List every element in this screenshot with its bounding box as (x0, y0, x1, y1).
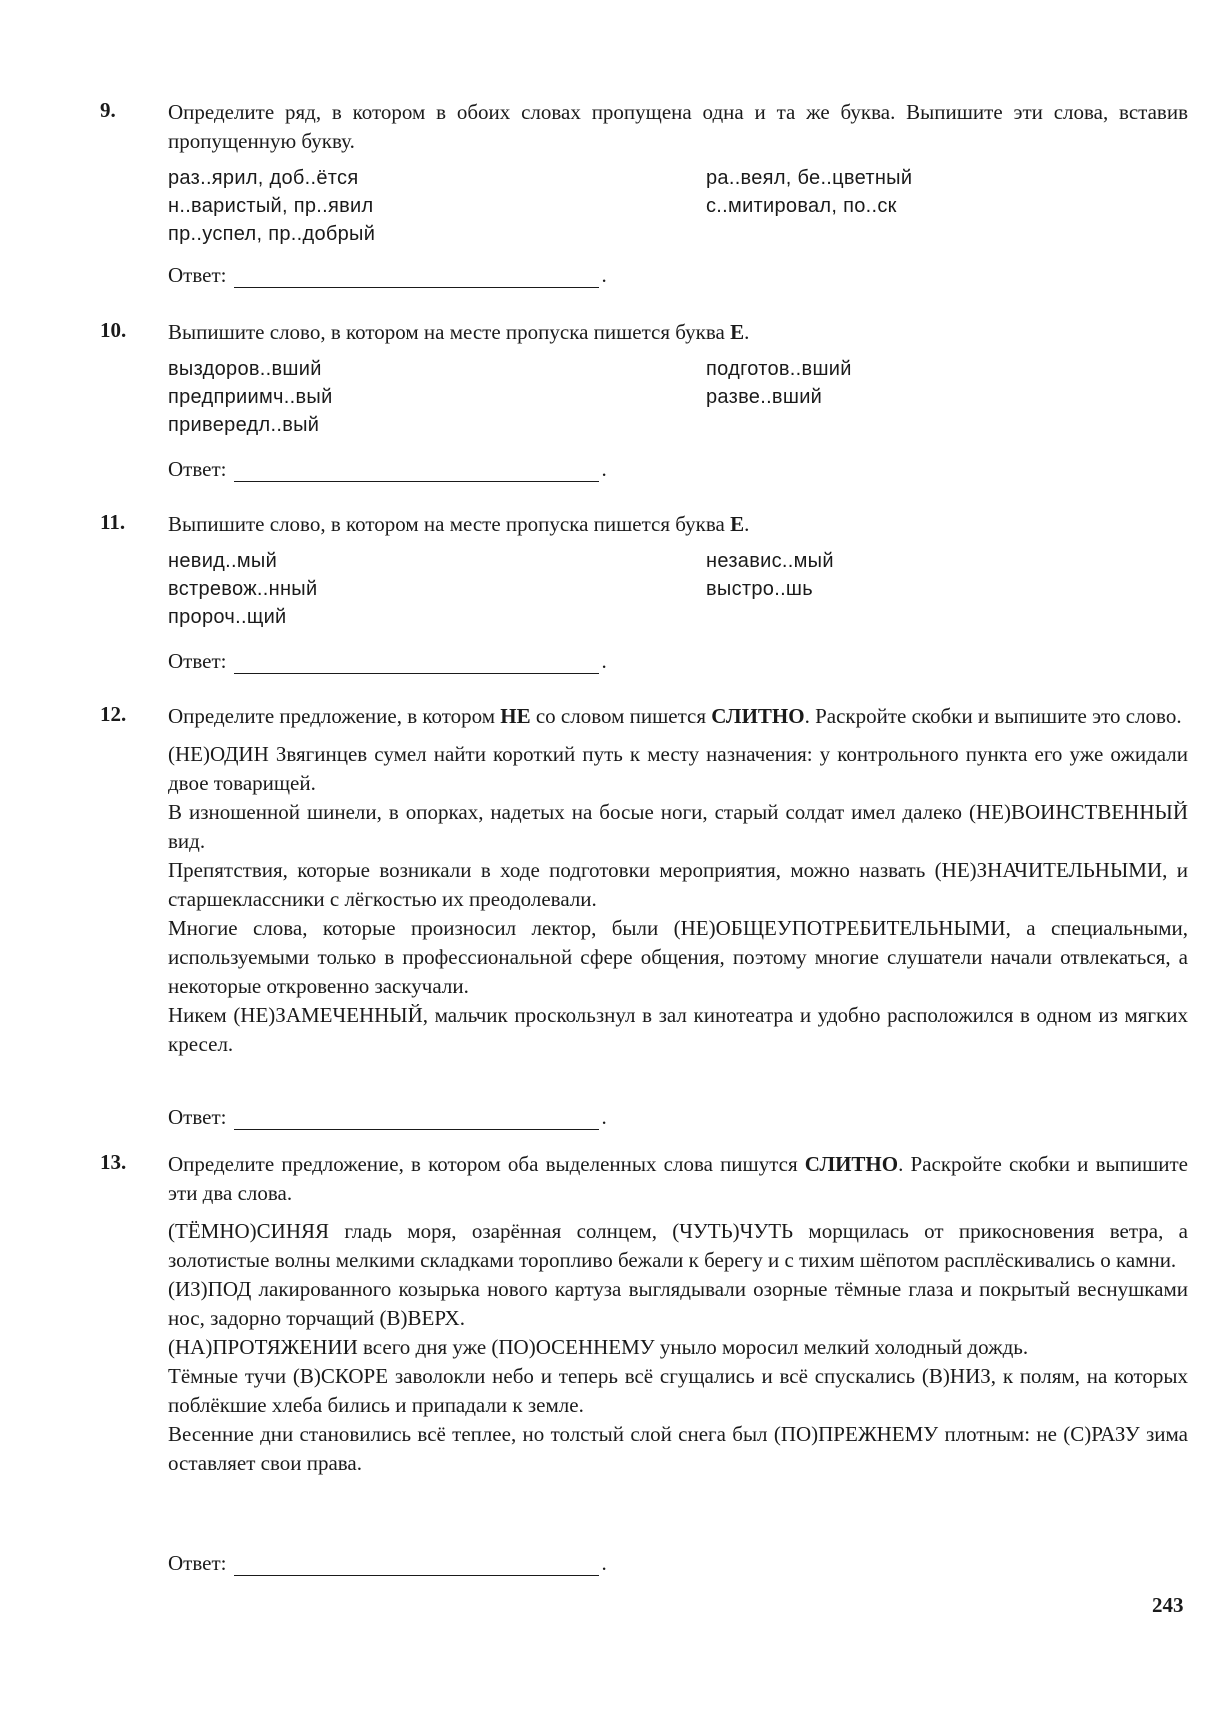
left-column (168, 355, 648, 439)
answer-period: . (601, 263, 607, 287)
task-question: Выпишите слово, в котором на месте пропуска пишется буква Е. (168, 320, 750, 344)
answer-field[interactable] (168, 1102, 607, 1132)
answer-label: Ответ: (168, 1551, 227, 1575)
word-option: разве..вший (706, 386, 823, 408)
sentence-option: (ТЁМНО)СИНЯЯ гладь моря, озарённая солнцем, (ЧУТЬ)ЧУТЬ морщилась от прикосновения ветра, а золотистые волны мелкими складками торопливо бежали к берегу и с тихим шёпотом расплёскивались о камни. (168, 1219, 1188, 1272)
answer-label: Ответ: (168, 457, 227, 481)
answer-field[interactable] (168, 454, 607, 484)
task-question: Выпишите слово, в котором на месте пропуска пишется буква Е. (168, 512, 750, 536)
right-column (706, 547, 1186, 603)
answer-period: . (601, 649, 607, 673)
answer-period: . (601, 1551, 607, 1575)
word-option: выстро..шь (706, 578, 813, 600)
sentence-option: (НА)ПРОТЯЖЕНИИ всего дня уже (ПО)ОСЕННЕМУ уныло моросил мелкий холодный дождь. (168, 1335, 1029, 1359)
sentence-option: Тёмные тучи (В)СКОРЕ заволокли небо и теперь всё сгущались и всё спускались (В)НИЗ, к полям, на которых поблёкшие хлеба бились и припадали к земле. (168, 1364, 1188, 1417)
task-number: 13. (100, 1150, 127, 1174)
answer-period: . (601, 1105, 607, 1129)
answer-label: Ответ: (168, 263, 227, 287)
left-column (168, 547, 648, 631)
answer-field[interactable] (168, 1548, 607, 1578)
answer-label: Ответ: (168, 1105, 227, 1129)
sentence-option: Многие слова, которые произносил лектор, были (НЕ)ОБЩЕУПОТРЕБИТЕЛЬНЫМИ, а специальными, используемыми только в профессиональной сфере общения, поэтому многие слушатели начали отвлекаться, а некоторые откровенно заскучали. (168, 916, 1188, 998)
word-option: подготов..вший (706, 358, 852, 380)
sentence-option: (ИЗ)ПОД лакированного козырька нового картуза выглядывали озорные тёмные глаза и покрытый веснушками нос, задорно торчащий (В)ВЕРХ. (168, 1277, 1188, 1330)
sentence-option: Препятствия, которые возникали в ходе подготовки мероприятия, можно назвать (НЕ)ЗНАЧИТЕЛЬНЫМИ, и старшеклассники с лёгкостью их преодолевали. (168, 858, 1188, 911)
sentence-option: (НЕ)ОДИН Звягинцев сумел найти короткий путь к месту назначения: у контрольного пункта его уже ожидали двое товарищей. (168, 742, 1188, 795)
answer-line[interactable] (234, 461, 599, 482)
word-option: ра..веял, бе..цветный (706, 167, 913, 189)
word-option: привередл..вый (168, 414, 320, 436)
right-column (706, 164, 1186, 220)
word-option: встревож..нный (168, 578, 318, 600)
task-number: 11. (100, 510, 126, 534)
answer-field[interactable] (168, 260, 607, 290)
word-option: предприимч..вый (168, 386, 333, 408)
answer-line[interactable] (234, 267, 599, 288)
word-option: выздоров..вший (168, 358, 322, 380)
sentence-option: Никем (НЕ)ЗАМЕЧЕННЫЙ, мальчик проскользнул в зал кинотеатра и удобно расположился в одном из мягких кресел. (168, 1003, 1188, 1056)
word-option: невид..мый (168, 550, 278, 572)
task-number: 9. (100, 98, 116, 122)
task-question: Определите предложение, в котором НЕ со словом пишется СЛИТНО. Раскройте скобки и выпишите это слово. (168, 704, 1182, 728)
sentence-option: В изношенной шинели, в опорках, надетых на босые ноги, старый солдат имел далеко (НЕ)ВОИНСТВЕННЫЙ вид. (168, 800, 1188, 853)
word-columns (168, 355, 1188, 445)
word-columns (168, 164, 1188, 254)
word-option: раз..ярил, доб..ётся (168, 167, 359, 189)
task-number: 12. (100, 702, 127, 726)
word-option: независ..мый (706, 550, 834, 572)
answer-line[interactable] (234, 1109, 599, 1130)
word-option: с..митировал, по..ск (706, 195, 897, 217)
word-columns (168, 547, 1188, 637)
sentence-list (168, 1217, 1188, 1478)
answer-label: Ответ: (168, 649, 227, 673)
task-question: Определите предложение, в котором оба выделенных слова пишутся СЛИТНО. Раскройте скобки и выпишите эти два слова. (168, 1152, 1188, 1205)
answer-field[interactable] (168, 646, 607, 676)
left-column (168, 164, 648, 248)
word-option: н..варистый, пр..явил (168, 195, 374, 217)
answer-period: . (601, 457, 607, 481)
sentence-option: Весенние дни становились всё теплее, но толстый слой снега был (ПО)ПРЕЖНЕМУ плотным: не (С)РАЗУ зима оставляет свои права. (168, 1422, 1188, 1475)
answer-line[interactable] (234, 1555, 599, 1576)
word-option: пророч..щий (168, 606, 287, 628)
word-option: пр..успел, пр..добрый (168, 223, 376, 245)
task-question: Определите ряд, в котором в обоих словах пропущена одна и та же буква. Выпишите эти слова, вставив пропущенную букву. (168, 100, 1188, 153)
sentence-list (168, 740, 1188, 1059)
answer-line[interactable] (234, 653, 599, 674)
page-number: 243 (1152, 1593, 1184, 1617)
task-number: 10. (100, 318, 127, 342)
right-column (706, 355, 1186, 411)
